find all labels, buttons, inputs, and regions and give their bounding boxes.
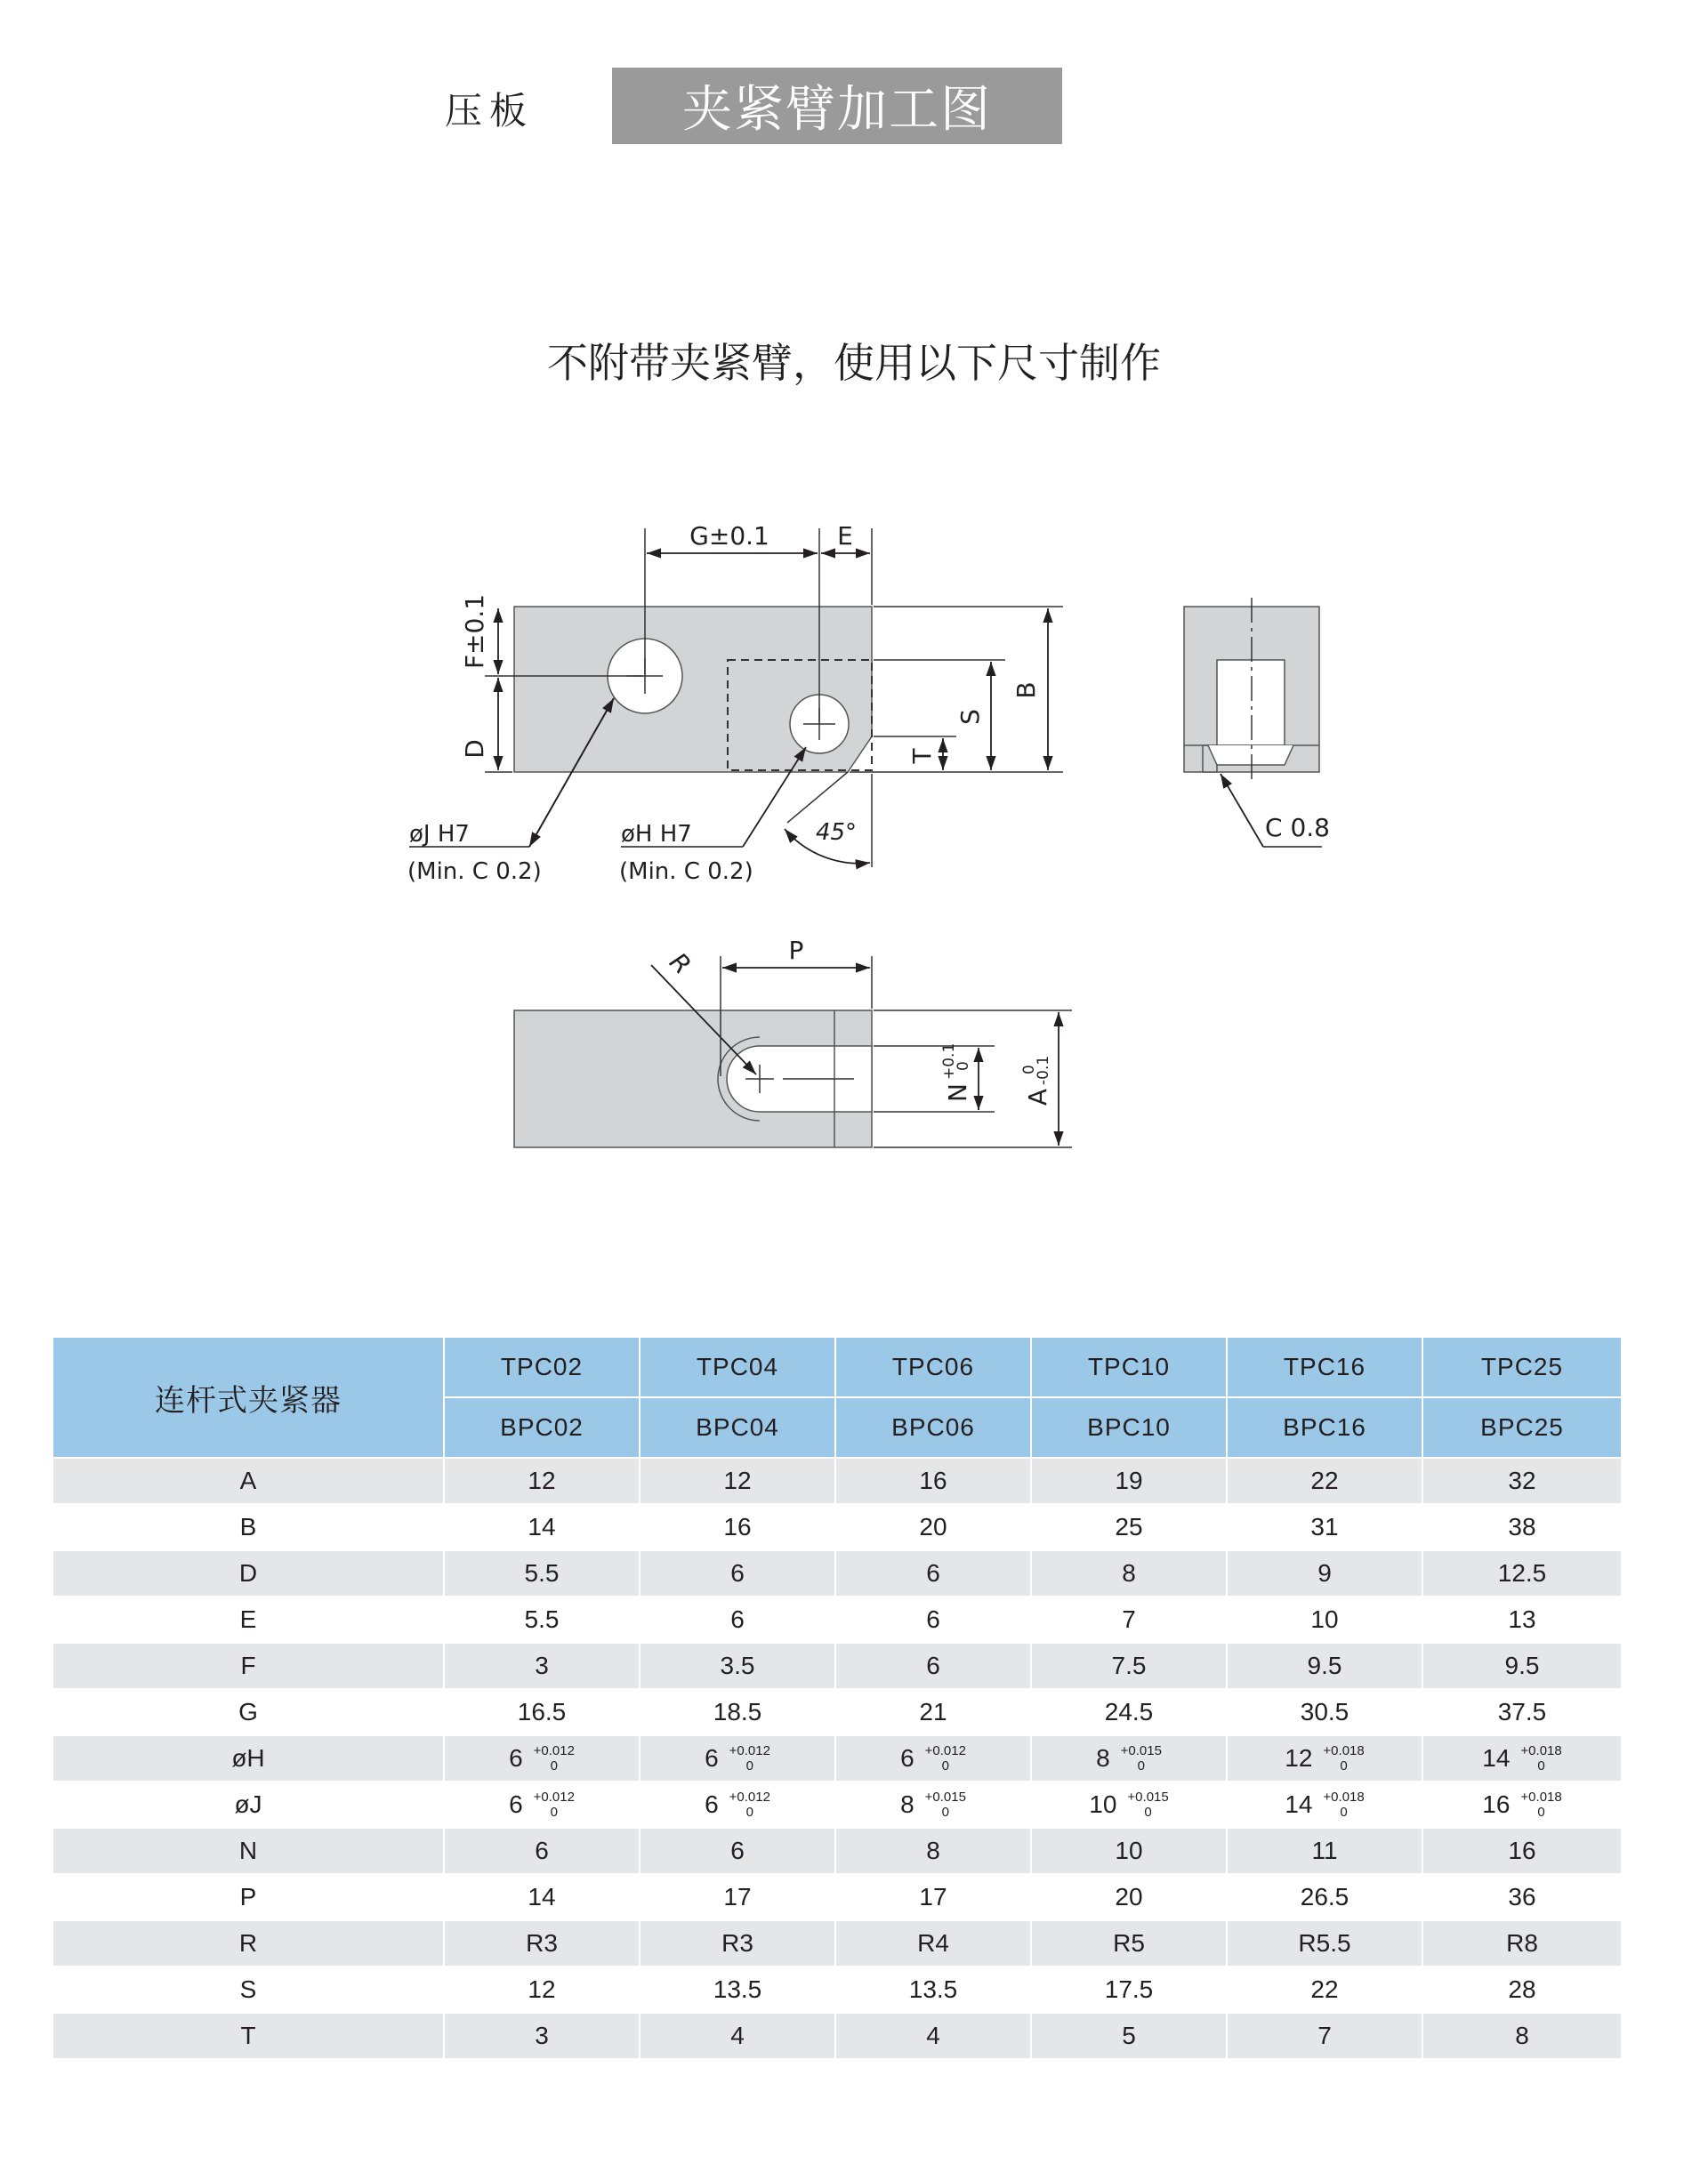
upper-tolerance: +0.018 [1520, 1790, 1562, 1805]
table-cell: 8 [1422, 2013, 1622, 2059]
table-cell: 6 [444, 1828, 640, 1874]
row-label: øJ [52, 1782, 444, 1828]
lower-tolerance: 0 [550, 1758, 558, 1774]
tolerance-value [509, 1790, 575, 1820]
category-label: 压板 [445, 89, 535, 133]
lower-tolerance: 0 [1340, 1758, 1348, 1774]
table-cell: 31 [1227, 1504, 1422, 1550]
table-cell: 25 [1031, 1504, 1227, 1550]
table-cell [640, 1782, 835, 1828]
table-cell: 10 [1227, 1597, 1422, 1643]
model-header-bpc: BPC02 [444, 1397, 640, 1458]
table-cell: 3 [444, 2013, 640, 2059]
table-row [52, 1643, 1622, 1689]
table-cell: 6 [640, 1550, 835, 1597]
model-header-tpc: TPC06 [835, 1337, 1031, 1397]
table-cell [835, 1735, 1031, 1782]
row-label: F [52, 1643, 444, 1689]
table-cell: 16 [835, 1458, 1031, 1504]
upper-tolerance: +0.015 [1120, 1743, 1162, 1758]
side-view [1184, 598, 1330, 847]
table-cell [1227, 1735, 1422, 1782]
tolerance-value [900, 1743, 966, 1774]
upper-tolerance: +0.012 [533, 1743, 575, 1758]
table-cell: 18.5 [640, 1689, 835, 1735]
dim-g-label: G±0.1 [689, 521, 769, 551]
table-cell: 19 [1031, 1458, 1227, 1504]
tolerance-value [900, 1790, 966, 1820]
hole-j-callout: øJ H7 [409, 821, 470, 848]
table-cell: R3 [640, 1920, 835, 1967]
table-cell: 28 [1422, 1967, 1622, 2013]
table-cell [1227, 1782, 1422, 1828]
table-row [52, 1967, 1622, 2013]
table-cell: 6 [835, 1550, 1031, 1597]
hole-j-note: (Min. C 0.2) [407, 858, 542, 885]
table-cell: 22 [1227, 1967, 1422, 2013]
table-cell: R4 [835, 1920, 1031, 1967]
nominal-value: 16 [1482, 1790, 1511, 1818]
table-row [52, 1458, 1622, 1504]
table-corner-header: 连杆式夹紧器 [52, 1337, 444, 1458]
spec-table-body [52, 1458, 1622, 2059]
model-header-tpc: TPC10 [1031, 1337, 1227, 1397]
lower-tolerance: 0 [941, 1758, 949, 1774]
row-label: R [52, 1920, 444, 1967]
table-cell: R5 [1031, 1920, 1227, 1967]
table-cell: 12 [444, 1458, 640, 1504]
dim-a-label: A [1023, 1089, 1052, 1106]
table-cell [444, 1735, 640, 1782]
table-cell [640, 1735, 835, 1782]
table-cell: 9.5 [1227, 1643, 1422, 1689]
table-cell: 32 [1422, 1458, 1622, 1504]
upper-tolerance: +0.015 [924, 1790, 966, 1805]
nominal-value: 6 [705, 1790, 719, 1818]
tolerance-value [509, 1743, 575, 1774]
nominal-value: 6 [705, 1744, 719, 1772]
tolerance-value [705, 1743, 770, 1774]
row-label: A [52, 1458, 444, 1504]
table-cell: 20 [835, 1504, 1031, 1550]
table-cell: 24.5 [1031, 1689, 1227, 1735]
lower-tolerance: 0 [1537, 1805, 1545, 1820]
table-cell: 5 [1031, 2013, 1227, 2059]
table-cell: 10 [1031, 1828, 1227, 1874]
upper-tolerance: +0.012 [729, 1743, 770, 1758]
table-cell: R5.5 [1227, 1920, 1422, 1967]
table-cell: 38 [1422, 1504, 1622, 1550]
table-cell: 12.5 [1422, 1550, 1622, 1597]
upper-tolerance: +0.012 [533, 1790, 575, 1805]
table-cell [835, 1782, 1031, 1828]
tolerance-value [1089, 1790, 1168, 1820]
table-cell: 7.5 [1031, 1643, 1227, 1689]
upper-tolerance: +0.012 [924, 1743, 966, 1758]
tolerance-value [1096, 1743, 1162, 1774]
nominal-value: 10 [1089, 1790, 1117, 1818]
table-cell: 3.5 [640, 1643, 835, 1689]
table-cell: 37.5 [1422, 1689, 1622, 1735]
table-cell: 22 [1227, 1458, 1422, 1504]
lower-tolerance: 0 [550, 1805, 558, 1820]
table-cell: 5.5 [444, 1550, 640, 1597]
side-view-slot [1217, 660, 1285, 745]
chamfer-callout: C 0.8 [1265, 813, 1330, 842]
table-cell: 12 [640, 1458, 835, 1504]
dim-f-label: F±0.1 [460, 593, 489, 670]
table-cell: 16.5 [444, 1689, 640, 1735]
lower-tolerance: 0 [1144, 1805, 1152, 1820]
table-cell: 16 [640, 1504, 835, 1550]
spec-table [52, 1336, 1623, 2060]
table-cell: 6 [640, 1828, 835, 1874]
table-row [52, 1504, 1622, 1550]
table-cell [1031, 1735, 1227, 1782]
table-row [52, 2013, 1622, 2059]
nominal-value: 12 [1285, 1744, 1313, 1772]
table-cell: 5.5 [444, 1597, 640, 1643]
tolerance-value [1482, 1743, 1561, 1774]
table-cell: 6 [835, 1597, 1031, 1643]
table-row [52, 1920, 1622, 1967]
table-cell: 9 [1227, 1550, 1422, 1597]
table-cell: 12 [444, 1967, 640, 2013]
table-cell: R3 [444, 1920, 640, 1967]
table-cell: 3 [444, 1643, 640, 1689]
table-cell: 11 [1227, 1828, 1422, 1874]
model-header-tpc: TPC16 [1227, 1337, 1422, 1397]
row-label: G [52, 1689, 444, 1735]
row-label: D [52, 1550, 444, 1597]
dim-s-label: S [955, 709, 985, 725]
row-label: S [52, 1967, 444, 2013]
lower-tolerance: 0 [745, 1805, 753, 1820]
table-row [52, 1828, 1622, 1874]
lower-tolerance: 0 [745, 1758, 753, 1774]
table-cell: 8 [835, 1828, 1031, 1874]
model-header-bpc: BPC16 [1227, 1397, 1422, 1458]
angle-label: 45° [815, 819, 858, 846]
upper-tolerance: +0.018 [1323, 1790, 1365, 1805]
table-cell: 13.5 [640, 1967, 835, 2013]
table-cell: 13 [1422, 1597, 1622, 1643]
table-cell: 17 [835, 1874, 1031, 1920]
upper-tolerance: +0.018 [1323, 1743, 1365, 1758]
table-cell: R8 [1422, 1920, 1622, 1967]
table-cell: 9.5 [1422, 1643, 1622, 1689]
dim-b-label: B [1011, 681, 1041, 699]
table-cell [1031, 1782, 1227, 1828]
lower-tolerance: 0 [941, 1805, 949, 1820]
table-cell: 36 [1422, 1874, 1622, 1920]
table-cell: 6 [835, 1643, 1031, 1689]
table-cell: 6 [640, 1597, 835, 1643]
model-header-tpc: TPC04 [640, 1337, 835, 1397]
row-label: E [52, 1597, 444, 1643]
row-label: øH [52, 1735, 444, 1782]
front-view [407, 521, 1063, 885]
page-subtitle: 不附带夹紧臂，使用以下尺寸制作 [547, 339, 1161, 387]
nominal-value: 8 [1096, 1744, 1110, 1772]
row-label: B [52, 1504, 444, 1550]
nominal-value: 8 [900, 1790, 914, 1818]
dim-a-lower: -0.1 [1035, 1055, 1052, 1085]
table-cell [1422, 1782, 1622, 1828]
dim-t-label: T [907, 748, 937, 764]
table-cell [444, 1782, 640, 1828]
table-cell: 7 [1031, 1597, 1227, 1643]
upper-tolerance: +0.012 [729, 1790, 770, 1805]
lower-tolerance: 0 [1537, 1758, 1545, 1774]
dim-n-upper: +0.1 [940, 1042, 958, 1080]
page-title: 夹紧臂加工图 [612, 68, 1062, 144]
upper-tolerance: +0.015 [1127, 1790, 1169, 1805]
table-cell: 8 [1031, 1550, 1227, 1597]
lower-tolerance: 0 [1340, 1805, 1348, 1820]
dim-a-upper: 0 [1020, 1065, 1038, 1074]
nominal-value: 6 [900, 1744, 914, 1772]
model-header-tpc: TPC25 [1422, 1337, 1622, 1397]
table-row [52, 1874, 1622, 1920]
dim-e-label: E [837, 521, 853, 551]
model-header-tpc: TPC02 [444, 1337, 640, 1397]
model-header-bpc: BPC10 [1031, 1397, 1227, 1458]
table-cell: 16 [1422, 1828, 1622, 1874]
table-cell: 7 [1227, 2013, 1422, 2059]
dim-n-label: N [943, 1083, 972, 1102]
model-header-bpc: BPC25 [1422, 1397, 1622, 1458]
table-cell: 4 [640, 2013, 835, 2059]
row-label: T [52, 2013, 444, 2059]
tolerance-value [1285, 1790, 1364, 1820]
table-cell: 20 [1031, 1874, 1227, 1920]
lower-tolerance: 0 [1137, 1758, 1145, 1774]
table-cell: 30.5 [1227, 1689, 1422, 1735]
nominal-value: 6 [509, 1744, 523, 1772]
table-cell: 21 [835, 1689, 1031, 1735]
dim-n-lower: 0 [955, 1061, 972, 1071]
table-row [52, 1550, 1622, 1597]
nominal-value: 6 [509, 1790, 523, 1818]
dim-d-label: D [460, 739, 489, 759]
upper-tolerance: +0.018 [1520, 1743, 1562, 1758]
row-label: N [52, 1828, 444, 1874]
row-label: P [52, 1874, 444, 1920]
nominal-value: 14 [1285, 1790, 1313, 1818]
hole-h-note: (Min. C 0.2) [619, 858, 753, 885]
table-cell: 17.5 [1031, 1967, 1227, 2013]
table-row [52, 1782, 1622, 1828]
table-cell: 14 [444, 1504, 640, 1550]
model-header-bpc: BPC04 [640, 1397, 835, 1458]
dim-p-label: P [788, 936, 804, 965]
table-row [52, 1735, 1622, 1782]
hole-h-callout: øH H7 [621, 821, 692, 848]
table-row [52, 1597, 1622, 1643]
table-cell: 14 [444, 1874, 640, 1920]
table-cell [1422, 1735, 1622, 1782]
tolerance-value [705, 1790, 770, 1820]
table-cell: 26.5 [1227, 1874, 1422, 1920]
table-cell: 17 [640, 1874, 835, 1920]
model-header-bpc: BPC06 [835, 1397, 1031, 1458]
table-row [52, 1689, 1622, 1735]
table-cell: 4 [835, 2013, 1031, 2059]
nominal-value: 14 [1482, 1744, 1511, 1772]
top-view [514, 936, 1072, 1147]
table-cell: 13.5 [835, 1967, 1031, 2013]
radius-label: R [664, 946, 697, 980]
tolerance-value [1285, 1743, 1364, 1774]
tolerance-value [1482, 1790, 1561, 1820]
